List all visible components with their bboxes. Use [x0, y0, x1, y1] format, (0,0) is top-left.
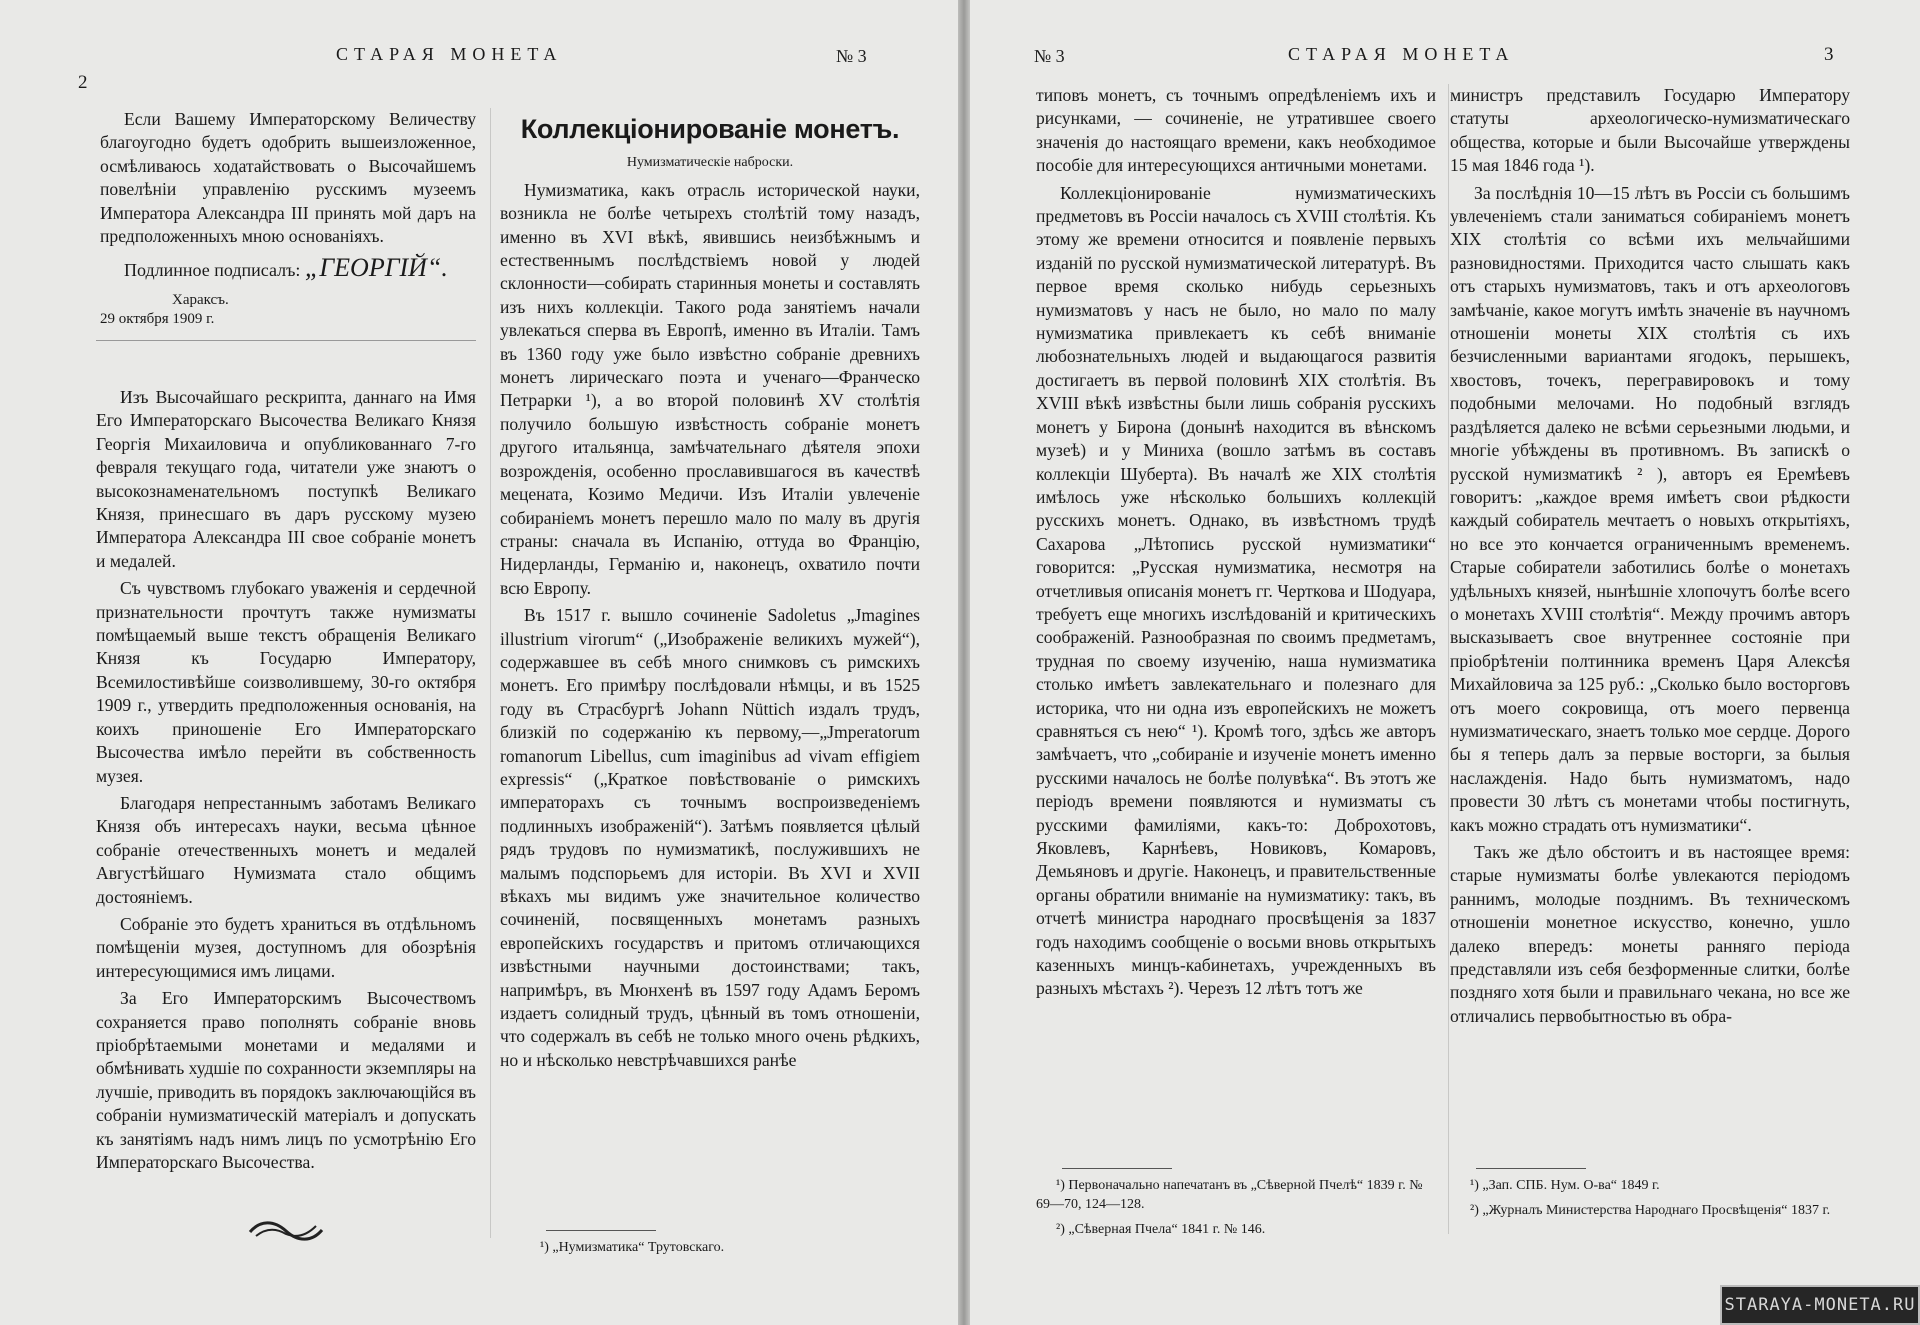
rescript-paragraph: За Его Императорскимъ Высочествомъ сохраняется право пополнять собраніе вновь пріобрѣтаемыми монетами и медалями и обмѣнивать худшіе по сохранности экземпляры на лучшіе, приводить въ порядокъ заключающійся въ собраніи нумизматическій матеріалъ и допускать къ занятіямъ надъ нимъ лицъ по усмотрѣнію Его Императорскаго Высочества.: [96, 988, 476, 1172]
page-number: 2: [78, 72, 88, 93]
page-number: 3: [1824, 44, 1834, 65]
footnotes: [520, 1238, 920, 1263]
footnote: ¹) Первоначально напечатанъ въ „Сѣверной Пчелѣ“ 1839 г. № 69—70, 124—128.: [1036, 1178, 1423, 1212]
rescript-column: [96, 386, 476, 1174]
footnote-rule: [1476, 1168, 1586, 1169]
article-title: Коллекціонированіе монетъ.: [520, 114, 900, 144]
issue-number: № 3: [1034, 46, 1065, 66]
article-paragraph: Въ 1517 г. вышло сочиненіе Sadoletus „Jmagines illustrium virorum“ („Изображеніе великихъ мужей“), содержавшее въ себѣ много снимковъ съ римскихъ монетъ. Его примѣру послѣдовали нѣмцы, и въ 1525 году въ Страсбургѣ Johann Nüttich издалъ трудъ, близкій по содержанію къ первому,—„Jmperatorum romanorum Libellus, cum imaginibus ad vivam effigiem expressis“ („Краткое повѣствованіе о римскихъ императорахъ съ точнымъ воспроизведеніемъ подлинныхъ изображеній“). Затѣмъ появляется цѣлый рядъ трудовъ по нумизматикѣ, послужившихъ не малымъ подспорьемъ для исторіи. Въ XVI и XVII вѣкахъ мы видимъ уже значительное количество сочиненій, посвященныхъ монетамъ разныхъ европейскихъ государствъ и притомъ отличающихся извѣстными научными достоинствами; такъ, напримѣръ, въ Мюнхенѣ въ 1597 году Адамъ Беромъ издаетъ солидный трудъ, цѣнный въ томъ отношеніи, что содержалъ въ себѣ не только много очень рѣдкихъ, но и нѣсколько невстрѣчавшихся ранѣе: [500, 605, 920, 1070]
signature-line: [100, 253, 476, 283]
rescript-paragraph: Собраніе это будетъ храниться въ отдѣльномъ помѣщеніи музея, доступномъ для обозрѣнія интересующимися имъ лицами.: [96, 913, 476, 981]
paragraph: Такъ же дѣло обстоитъ и въ настоящее время: старые нумизматы болѣе увлекаются періодомъ раннимъ, молодые позднимъ. Въ техническомъ отношеніи монетное искусство, конечно, ушло далеко впередъ: монеты ранняго періода представляли изъ себя безформенные слитки, болѣе поздняго хотя были и правильнаго чекана, но все же отличались первобытностью въ обра-: [1450, 842, 1850, 1026]
gutter: [958, 0, 970, 1325]
signature-label: Подлинное подписалъ:: [124, 260, 301, 281]
left-page: [0, 0, 958, 1325]
site-watermark: STARAYA-MONETA.RU: [1720, 1285, 1920, 1325]
column-divider: [1448, 84, 1449, 1234]
signature-name: „ГЕОРГІЙ“.: [304, 253, 448, 283]
paragraph: За послѣднія 10—15 лѣтъ въ Россіи съ большимъ увлеченіемъ стали заниматься собираніемъ монетъ XIX столѣтія со всѣми ихъ мельчайшими разновидностями. Приходится часто слышать какъ отъ старыхъ нумизматовъ, такъ и отъ археологовъ замѣчаніе, какое могутъ имѣть значеніе въ научномъ отношеніи монеты XIX столѣтія съ ихъ безчисленными вариантами ягодокъ, перышекъ, хвостовъ, точекъ, перегравировокъ и тому подобными мелочами. Но подобный взглядъ раздѣляется далеко не всѣми серьезными людьми, и многіе убѣждены въ противномъ. Въ запискѣ о русской нумизматикѣ ² ), авторъ ея Еремѣевъ говоритъ: „каждое время имѣетъ свои рѣдкости каждый собиратель мечтаетъ о новыхъ открытіяхъ, но все это кончается ограниченнымъ временемъ. Старые собиратели заботились болѣе о монетахъ удѣльныхъ князей, нынѣшніе хлопочутъ болѣе всего о монетахъ XVIII столѣтія“. Между прочимъ авторъ высказываетъ свое внутреннее состояніе при пріобрѣтеніи полтинника временъ Царя Алексѣя Михайловича за 125 руб.: „Сколько было восторговъ отъ моего сокровища, отъ моего первенца нумизматическаго, знаетъ только мое сердце. Дорого бы я теперь далъ за первые восторги, за былыя наслажденія. Надо быть нумизматомъ, надо провести 30 лѣтъ съ монетами чтобы постигнуть, какъ можно страдать отъ нумизматики“.: [1450, 182, 1850, 835]
article-column: [500, 114, 920, 1072]
footnotes-column-2: [1450, 1176, 1850, 1226]
letter-place: Хараксъ.: [172, 291, 229, 308]
issue-number: № 3: [836, 46, 867, 66]
right-column-2: [1450, 84, 1850, 1028]
rescript-paragraph: Съ чувствомъ глубокаго уваженія и сердечной признательности прочтутъ также нумизматы помѣщаемый выше текстъ обращенія Великаго Князя къ Государю Императору, Всемилостивѣйше соизволившему, 30-го октября 1909 г., утвердить предположенныя основанія, на коихъ приношеніе Его Императорскаго Высочества имѣло перейти въ собственность музея.: [96, 578, 476, 786]
paragraph: министръ представилъ Государю Императору статуты археологическо-нумизматическаго общества, которые и были Высочайше утверждены 15 мая 1846 года ¹).: [1450, 85, 1850, 176]
separator-rule: [96, 340, 476, 341]
footnote: ¹) „Зап. СПБ. Нум. О-ва“ 1849 г.: [1470, 1178, 1660, 1193]
article-paragraph: Нумизматика, какъ отрасль исторической науки, возникла не болѣе четырехъ столѣтій тому назадъ, именно въ XVI вѣкѣ, явившись неизбѣжнымъ и естественнымъ послѣдствіемъ новой у людей склонности—собирать старинныя монеты и составлять изъ нихъ коллекціи. Такого рода занятіемъ начали увлекаться сперва въ Европѣ, именно въ Италіи. Тамъ въ 1360 году уже было извѣстно собраніе древнихъ монетъ лирическаго поэта и ученаго—Франческо Петрарки ¹), а во второй половинѣ XV столѣтія получило большую извѣстность собраніе монетъ другого итальянца, замѣчательнаго дѣятеля эпохи возрожденія, особенно прославившагося въ качествѣ мецената, Козимо Медичи. Изъ Италіи увлеченіе собираніемъ монетъ перешло мало по малу въ другія страны: сначала въ Испанію, оттуда во Францію, Нидерланды, Германію и, наконецъ, охватило почти всю Европу.: [500, 179, 920, 598]
letter-date: 29 октября 1909 г.: [100, 310, 215, 327]
letter-column: [100, 108, 476, 329]
paragraph: типовъ монетъ, съ точнымъ опредѣленіемъ ихъ и рисунками, — сочиненіе, не утратившее своего значенія до настоящаго времени, какъ необходимое пособіе для интересующихся античными монетами.: [1036, 85, 1436, 176]
rescript-paragraph: Благодаря непрестаннымъ заботамъ Великаго Князя объ интересахъ науки, весьма цѣнное собраніе отечественныхъ монетъ и медалей Августѣйшаго Нумизмата стало общимъ достояніемъ.: [96, 792, 476, 907]
running-head: СТАРАЯ МОНЕТА: [336, 44, 563, 64]
footnote: ²) „Сѣверная Пчела“ 1841 г. № 146.: [1056, 1222, 1266, 1237]
right-page: [970, 0, 1920, 1325]
right-column-1: [1036, 84, 1436, 1001]
paragraph: Коллекціонированіе нумизматическихъ предметовъ въ Россіи началось съ XVIII столѣтія. Къ этому же времени относится и появленіе первыхъ изданій по русской нумизматической литературѣ. Въ первое время сколько нибудь серьезныхъ нумизматовъ у насъ не было, но мало по малу нумизматика привлекаетъ къ себѣ вниманіе любознательныхъ людей и выдающагося развитія достигаетъ въ первой половинѣ XIX столѣтія. Въ XVIII вѣкѣ извѣстны были лишь собранія русскихъ монетъ у Бирона (донынѣ находится въ вѣнскомъ музеѣ) и у Миниха (вошло затѣмъ въ составъ коллекціи Шуберта). Въ началѣ же XIX столѣтія имѣлось уже нѣсколько большихъ коллекцій русскихъ монетъ. Однако, въ извѣстномъ трудѣ Сахарова „Лѣтопись русской нумизматики“ говорится: „Русская нумизматика, несмотря на отчетливыя описанія монетъ гг. Черткова и Шодуара, требуетъ еще многихъ изслѣдованій и критическихъ соображеній. Разнообразная по своимъ предметамъ, трудная по своему изученію, наша нумизматика столько имѣетъ завлекательнаго и полезнаго для историка, что ни одна изъ европейскихъ не можетъ сравняться съ нею“ ¹). Кромѣ того, здѣсь же авторъ замѣчаетъ, что „собираніе и изученіе монетъ именно русскими началось не болѣе полувѣка“. Въ этотъ же періодъ времени появляются и нумизматы съ русскими фамиліями, какъ-то: Доброхотовъ, Яковлевъ, Карнѣевъ, Новиковъ, Комаровъ, Демьяновъ и другіе. Наконецъ, и правительственные органы обратили вниманіе на нумизматику: такъ, въ отчетѣ министра народнаго просвѣщенія за 1837 годъ находимъ сообщеніе о восьми вновь открытыхъ казенныхъ минцъ-кабинетахъ, учрежденныхъ въ разныхъ мѣстахъ ²). Черезъ 12 лѣтъ тотъ же: [1036, 182, 1436, 999]
column-divider: [490, 108, 491, 1238]
letter-paragraph: Если Вашему Императорскому Величеству благоугодно будетъ одобрить вышеизложенное, осмѣливаюсь ходатайствовать о Высочайшемъ повелѣніи управленію русскимъ музеемъ Императора Александра III принять мой даръ на предположенныхъ мною основаніяхъ.: [100, 109, 476, 247]
rescript-paragraph: Изъ Высочайшаго рескрипта, даннаго на Имя Его Императорскаго Высочества Великаго Князя Георгія Михаиловича и опубликованнаго 7-го февраля текущаго года, читатели уже знаютъ о высокознаменательномъ поступкѣ Великаго Князя, принесшаго въ даръ русскому музею Императора Александра III свое собраніе монетъ и медалей.: [96, 387, 476, 571]
article-subtitle: Нумизматическіе наброски.: [626, 155, 794, 171]
footnotes-column-1: [1036, 1176, 1436, 1245]
footnote-rule: [546, 1230, 656, 1231]
running-head: СТАРАЯ МОНЕТА: [1288, 44, 1515, 64]
footnote: ¹) „Нумизматика“ Трутовскаго.: [540, 1240, 725, 1255]
ornament-flourish-icon: [246, 1218, 326, 1244]
footnote-rule: [1062, 1168, 1172, 1169]
footnote: ²) „Журналъ Министерства Народнаго Просвѣщенія“ 1837 г.: [1470, 1203, 1831, 1218]
letter-place-date: [100, 291, 476, 329]
